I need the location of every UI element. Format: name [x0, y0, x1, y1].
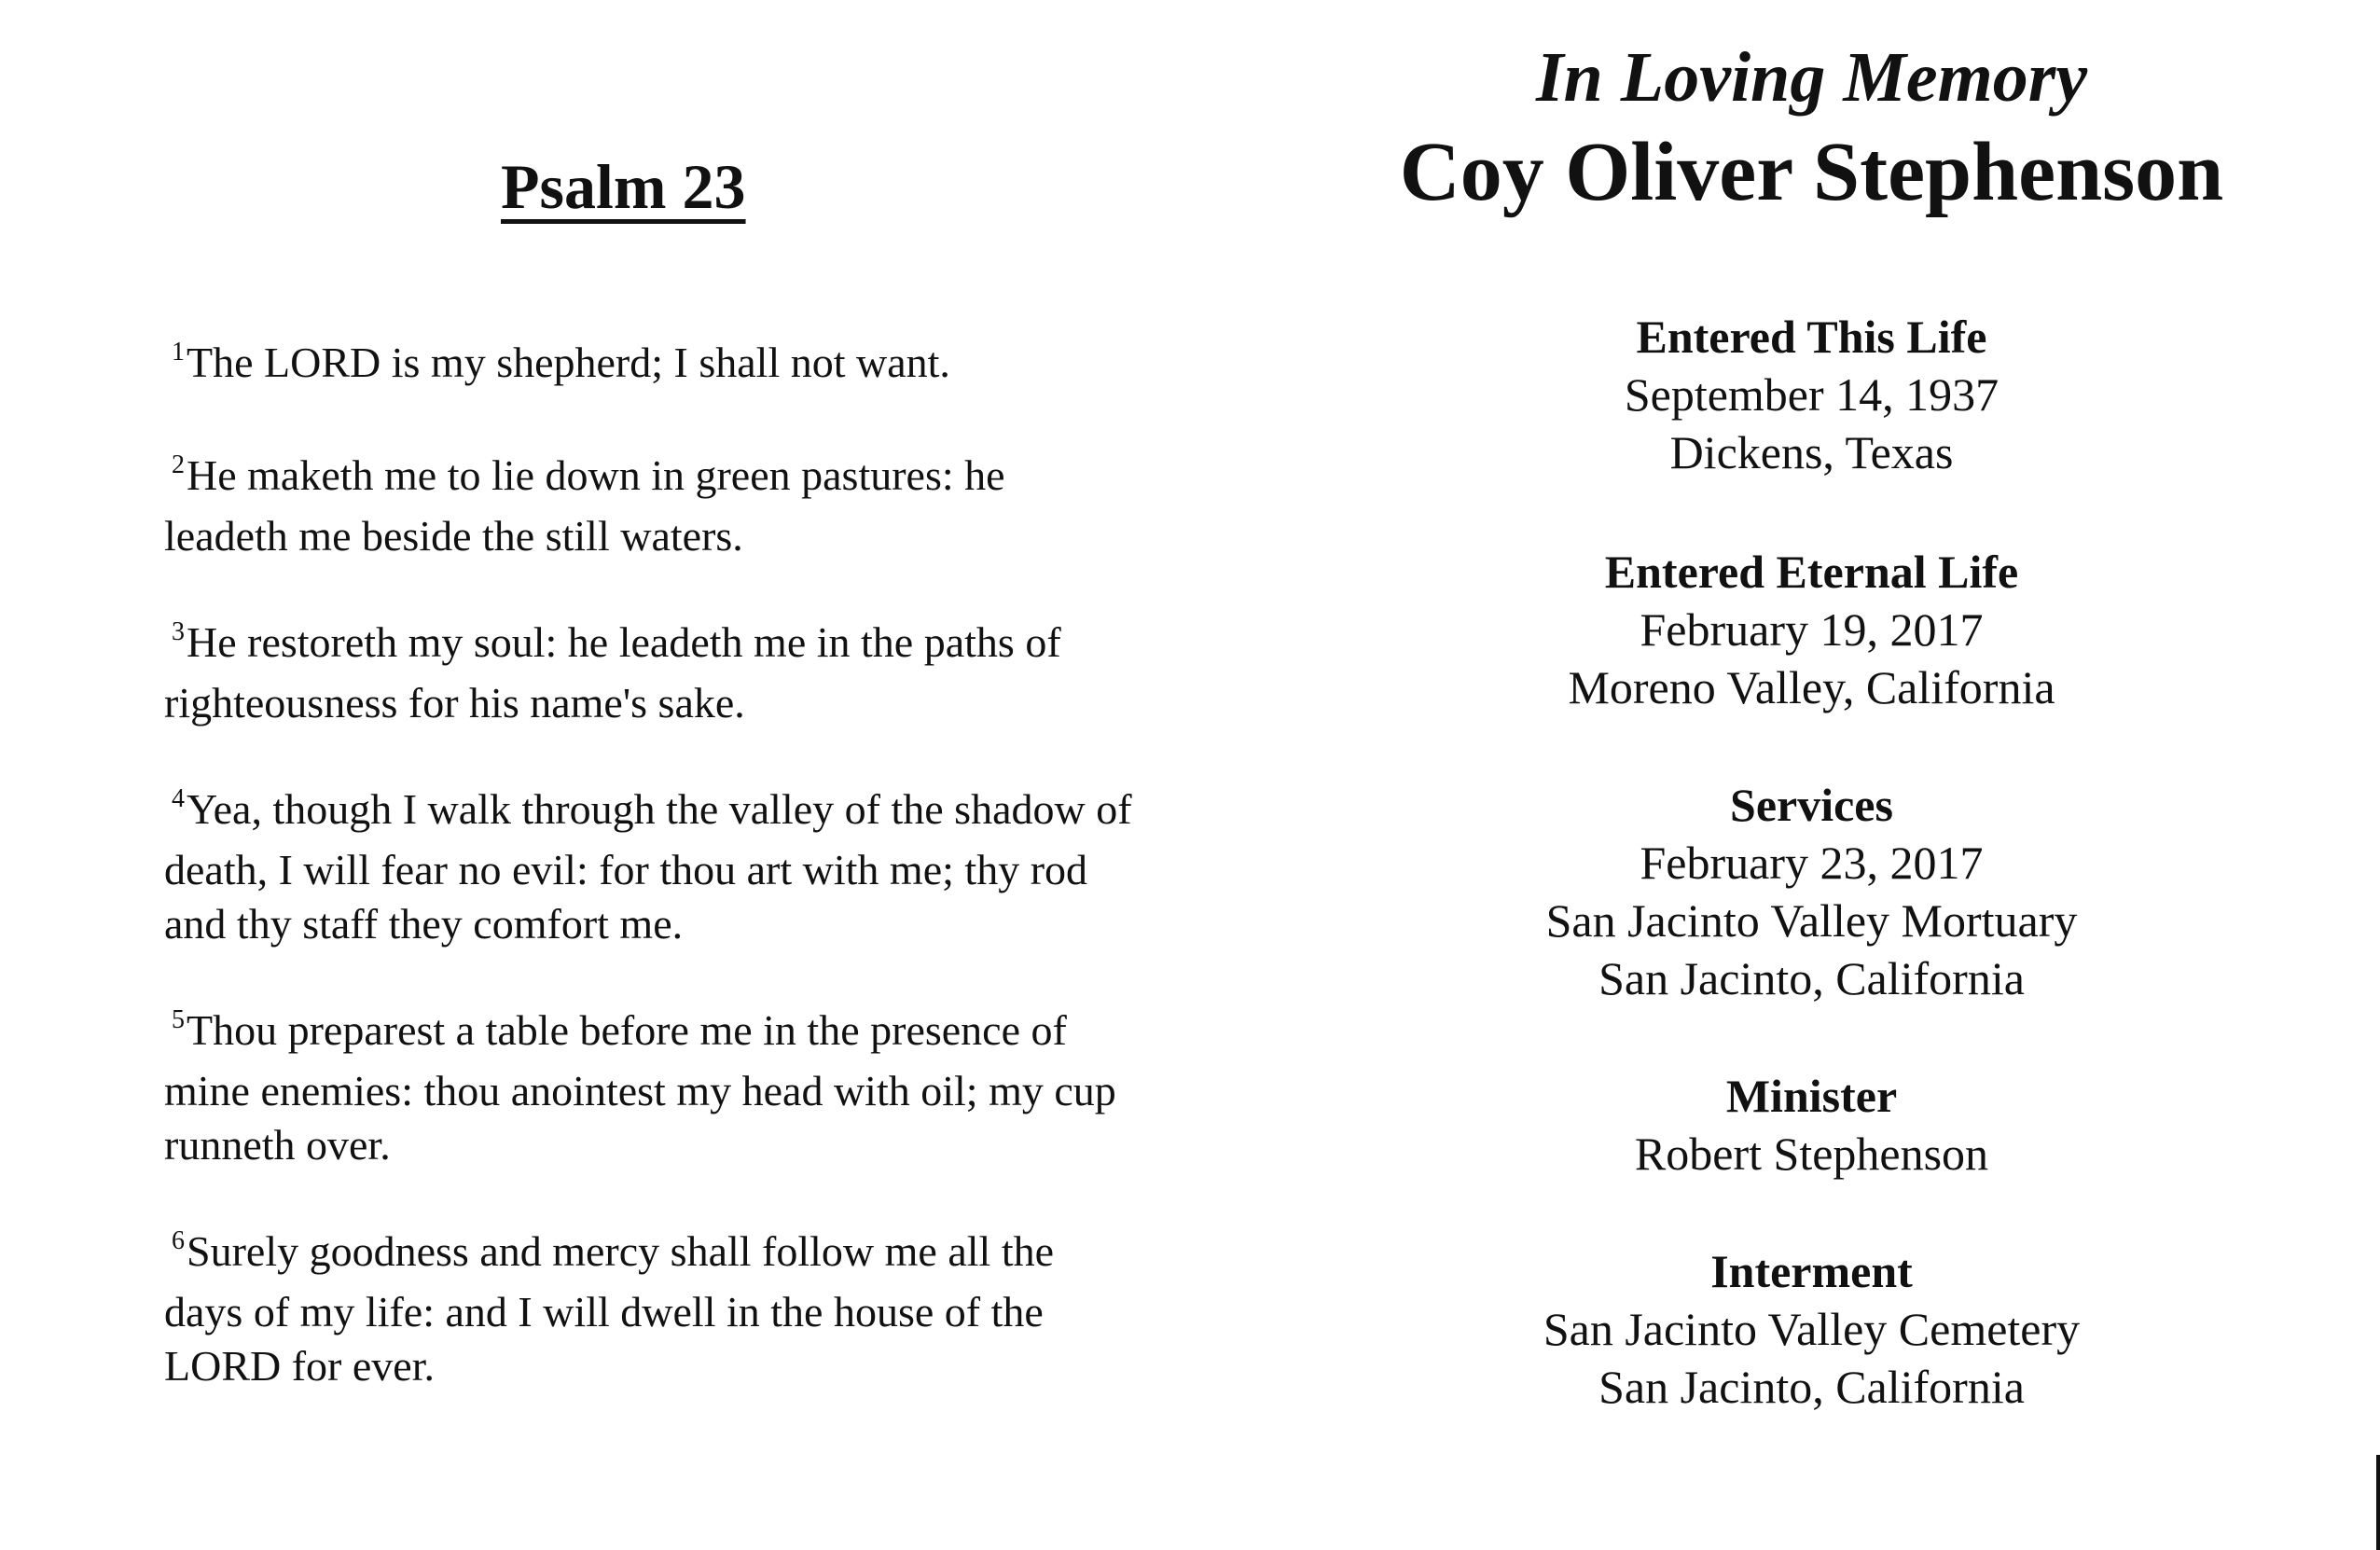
- verse-text: He maketh me to lie down in green pastures: he leadeth me beside the still waters.: [164, 451, 1005, 560]
- services-heading: Services: [1730, 779, 1893, 831]
- psalm-title: Psalm 23: [501, 151, 746, 222]
- verse-6: [164, 1225, 1134, 1393]
- birth-heading: Entered This Life: [1636, 311, 1987, 363]
- services-section: [1306, 776, 2318, 1007]
- services-city: San Jacinto, California: [1598, 952, 2025, 1004]
- memorial-header: In Loving Memory: [1535, 38, 2088, 117]
- verse-text: The LORD is my shepherd; I shall not want.: [187, 339, 950, 386]
- birth-place: Dickens, Texas: [1669, 426, 1954, 478]
- interment-section: [1306, 1242, 2318, 1416]
- deceased-name: Coy Oliver Stephenson: [1399, 126, 2224, 218]
- verse-1: [164, 336, 1134, 396]
- verse-3: [164, 616, 1134, 730]
- services-venue: San Jacinto Valley Mortuary: [1545, 894, 2078, 947]
- verse-text: Yea, though I walk through the valley of the shadow of death, I will fear no evil: for thou art with me; thy rod and thy staff they comfort me.: [164, 785, 1132, 948]
- minister-heading: Minister: [1725, 1070, 1898, 1122]
- death-date: February 19, 2017: [1640, 603, 1984, 656]
- interment-city: San Jacinto, California: [1598, 1361, 2025, 1413]
- psalm-verses: [164, 336, 1134, 1446]
- birth-date: September 14, 1937: [1624, 368, 1999, 421]
- verse-number: 3: [172, 617, 185, 646]
- verse-text: Surely goodness and mercy shall follow me all the days of my life: and I will dwell in the house of the LORD for ever.: [164, 1227, 1055, 1390]
- memorial-page: [1306, 0, 2318, 1550]
- interment-heading: Interment: [1710, 1245, 1913, 1297]
- death-place: Moreno Valley, California: [1568, 661, 2055, 713]
- verse-number: 5: [172, 1005, 185, 1034]
- verse-2: [164, 449, 1134, 563]
- verse-number: 6: [172, 1226, 185, 1255]
- death-section: [1306, 543, 2318, 716]
- minister-section: [1306, 1067, 2318, 1183]
- verse-number: 2: [172, 450, 185, 479]
- verse-5: [164, 1003, 1134, 1172]
- verse-4: [164, 782, 1134, 951]
- page-edge-mark: [2376, 1455, 2380, 1550]
- birth-section: [1306, 308, 2318, 481]
- verse-number: 1: [172, 338, 185, 367]
- services-date: February 23, 2017: [1640, 837, 1984, 889]
- verse-text: Thou preparest a table before me in the presence of mine enemies: thou anointest my head with oil; my cup runneth over.: [164, 1006, 1116, 1169]
- death-heading: Entered Eternal Life: [1604, 546, 2019, 598]
- minister-name: Robert Stephenson: [1634, 1128, 1989, 1180]
- verse-text: He restoreth my soul: he leadeth me in the paths of righteousness for his name's sake.: [164, 618, 1061, 727]
- verse-number: 4: [172, 784, 185, 813]
- interment-cemetery: San Jacinto Valley Cemetery: [1543, 1303, 2081, 1355]
